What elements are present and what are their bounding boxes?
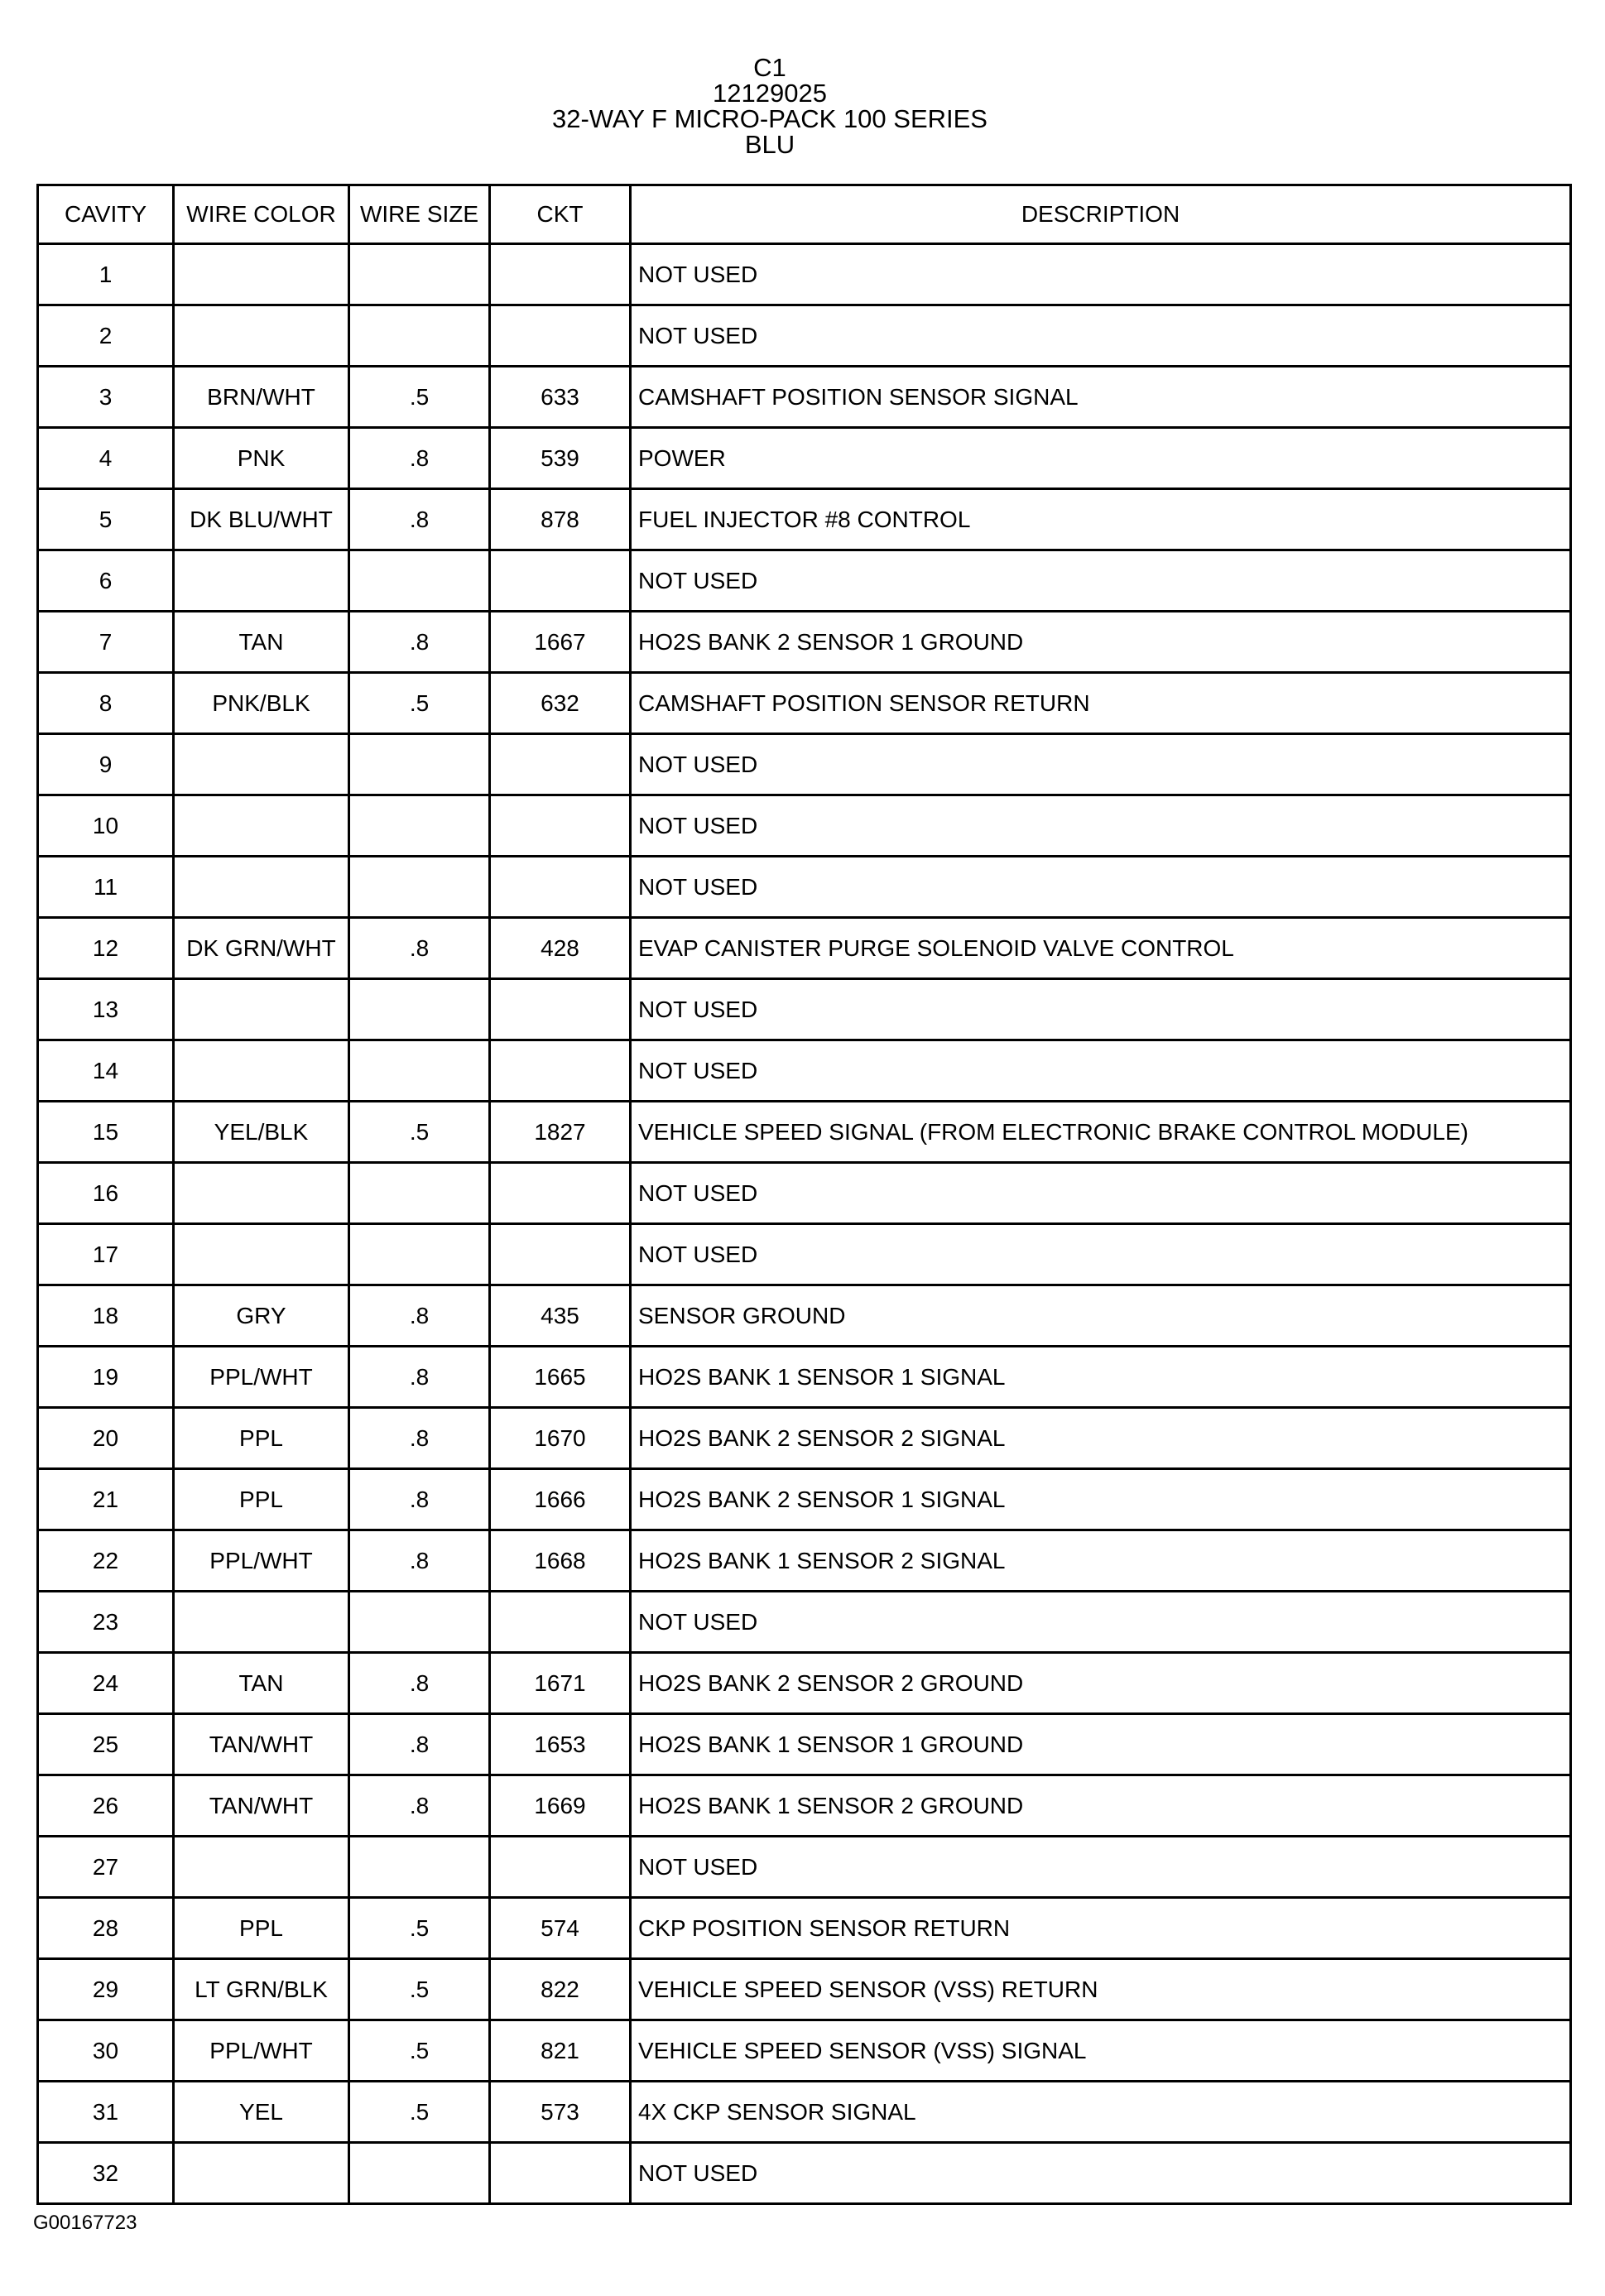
wire-color-cell: PPL [174,1469,349,1530]
wire-size-cell [349,795,490,857]
cavity-cell: 21 [38,1469,174,1530]
part-number: 12129025 [713,79,827,108]
table-row [38,1102,1571,1163]
connector-header [0,55,1540,157]
ckt-cell: 878 [490,489,631,550]
column-header-wire-color: WIRE COLOR [174,185,349,244]
pinout-table [36,184,1572,2205]
table-row [38,1040,1571,1102]
table-row [38,1837,1571,1898]
cavity-cell: 16 [38,1163,174,1224]
wire-size-cell: .8 [349,1530,490,1592]
table-row [38,1775,1571,1837]
description-cell: NOT USED [631,1224,1571,1285]
ckt-cell [490,857,631,918]
ckt-cell: 1827 [490,1102,631,1163]
wire-color-cell: PNK [174,428,349,489]
wire-size-cell: .5 [349,673,490,734]
wire-size-cell: .8 [349,918,490,979]
wire-color-cell [174,795,349,857]
ckt-cell [490,1163,631,1224]
wire-size-cell: .8 [349,428,490,489]
cavity-cell: 23 [38,1592,174,1653]
cavity-cell: 2 [38,305,174,367]
column-header-ckt: CKT [490,185,631,244]
description-cell: NOT USED [631,2143,1571,2204]
wire-size-cell: .8 [349,489,490,550]
wire-color-cell: PPL/WHT [174,2020,349,2082]
cavity-cell: 29 [38,1959,174,2020]
cavity-cell: 25 [38,1714,174,1775]
wire-color-cell: TAN/WHT [174,1775,349,1837]
cavity-cell: 18 [38,1285,174,1347]
cavity-cell: 20 [38,1408,174,1469]
wire-size-cell: .8 [349,1653,490,1714]
wire-size-cell: .5 [349,367,490,428]
ckt-cell: 1666 [490,1469,631,1530]
description-cell: NOT USED [631,1592,1571,1653]
cavity-cell: 10 [38,795,174,857]
description-cell: NOT USED [631,1163,1571,1224]
connector-id: C1 [753,53,786,82]
wire-size-cell [349,857,490,918]
cavity-cell: 11 [38,857,174,918]
table-row [38,1530,1571,1592]
cavity-cell: 14 [38,1040,174,1102]
description-cell: NOT USED [631,550,1571,612]
description-cell: FUEL INJECTOR #8 CONTROL [631,489,1571,550]
cavity-cell: 28 [38,1898,174,1959]
wire-color-cell: PNK/BLK [174,673,349,734]
cavity-cell: 9 [38,734,174,795]
description-cell: HO2S BANK 1 SENSOR 1 GROUND [631,1714,1571,1775]
table-row [38,1285,1571,1347]
ckt-cell: 435 [490,1285,631,1347]
wire-color-cell [174,734,349,795]
wire-size-cell [349,305,490,367]
ckt-cell [490,244,631,305]
table-row [38,2020,1571,2082]
description-cell: 4X CKP SENSOR SIGNAL [631,2082,1571,2143]
wire-size-cell: .5 [349,1102,490,1163]
wire-size-cell: .8 [349,1347,490,1408]
wire-color-cell: DK GRN/WHT [174,918,349,979]
wire-size-cell [349,734,490,795]
description-cell: HO2S BANK 2 SENSOR 2 SIGNAL [631,1408,1571,1469]
ckt-cell: 1667 [490,612,631,673]
table-row [38,489,1571,550]
wire-color-cell: BRN/WHT [174,367,349,428]
description-cell: VEHICLE SPEED SENSOR (VSS) SIGNAL [631,2020,1571,2082]
table-row [38,918,1571,979]
column-header-wire-size: WIRE SIZE [349,185,490,244]
ckt-cell [490,979,631,1040]
description-cell: CAMSHAFT POSITION SENSOR SIGNAL [631,367,1571,428]
wire-color-cell [174,305,349,367]
table-row [38,857,1571,918]
wire-size-cell [349,1224,490,1285]
cavity-cell: 8 [38,673,174,734]
table-row [38,979,1571,1040]
wire-size-cell: .5 [349,1959,490,2020]
wire-size-cell [349,2143,490,2204]
ckt-cell: 1670 [490,1408,631,1469]
cavity-cell: 1 [38,244,174,305]
wire-color-cell: PPL [174,1408,349,1469]
cavity-cell: 12 [38,918,174,979]
table-row [38,1714,1571,1775]
cavity-cell: 32 [38,2143,174,2204]
ckt-cell: 822 [490,1959,631,2020]
wire-size-cell: .8 [349,1285,490,1347]
wire-color-cell [174,2143,349,2204]
description-cell: HO2S BANK 2 SENSOR 2 GROUND [631,1653,1571,1714]
cavity-cell: 5 [38,489,174,550]
wire-color-cell [174,550,349,612]
figure-id: G00167723 [33,2212,137,2234]
wire-size-cell: .8 [349,1408,490,1469]
wire-color-cell [174,1592,349,1653]
description-cell: CKP POSITION SENSOR RETURN [631,1898,1571,1959]
description-cell: POWER [631,428,1571,489]
description-cell: NOT USED [631,979,1571,1040]
cavity-cell: 17 [38,1224,174,1285]
cavity-cell: 30 [38,2020,174,2082]
wire-size-cell [349,979,490,1040]
connector-color: BLU [744,130,795,159]
wire-size-cell [349,1163,490,1224]
wire-color-cell: DK BLU/WHT [174,489,349,550]
column-header-cavity: CAVITY [38,185,174,244]
table-row [38,1959,1571,2020]
ckt-cell [490,1592,631,1653]
wire-color-cell: TAN/WHT [174,1714,349,1775]
ckt-cell: 428 [490,918,631,979]
description-cell: HO2S BANK 1 SENSOR 1 SIGNAL [631,1347,1571,1408]
table-row [38,2143,1571,2204]
wire-size-cell: .8 [349,1775,490,1837]
cavity-cell: 31 [38,2082,174,2143]
ckt-cell [490,550,631,612]
cavity-cell: 24 [38,1653,174,1714]
ckt-cell [490,795,631,857]
wire-size-cell [349,244,490,305]
table-row [38,244,1571,305]
ckt-cell [490,1837,631,1898]
table-row [38,734,1571,795]
description-cell: NOT USED [631,244,1571,305]
wire-size-cell [349,1040,490,1102]
table-row [38,1224,1571,1285]
description-cell: VEHICLE SPEED SIGNAL (FROM ELECTRONIC BRAKE CONTROL MODULE) [631,1102,1571,1163]
table-row [38,428,1571,489]
ckt-cell: 821 [490,2020,631,2082]
wire-color-cell: GRY [174,1285,349,1347]
description-cell: NOT USED [631,1040,1571,1102]
wire-color-cell [174,1040,349,1102]
ckt-cell: 1665 [490,1347,631,1408]
cavity-cell: 22 [38,1530,174,1592]
table-row [38,1408,1571,1469]
ckt-cell: 574 [490,1898,631,1959]
cavity-cell: 3 [38,367,174,428]
table-body [38,244,1571,2204]
description-cell: NOT USED [631,1837,1571,1898]
ckt-cell: 1653 [490,1714,631,1775]
table-row [38,2082,1571,2143]
cavity-cell: 13 [38,979,174,1040]
wire-color-cell [174,857,349,918]
header-row [38,185,1571,244]
ckt-cell [490,734,631,795]
description-cell: NOT USED [631,857,1571,918]
ckt-cell: 1669 [490,1775,631,1837]
table-header [38,185,1571,244]
ckt-cell: 1668 [490,1530,631,1592]
connector-type: 32-WAY F MICRO-PACK 100 SERIES [552,104,988,133]
cavity-cell: 15 [38,1102,174,1163]
description-cell: NOT USED [631,795,1571,857]
table-row [38,1347,1571,1408]
table-row [38,305,1571,367]
cavity-cell: 26 [38,1775,174,1837]
wire-color-cell [174,1224,349,1285]
wire-color-cell: LT GRN/BLK [174,1959,349,2020]
ckt-cell: 632 [490,673,631,734]
ckt-cell [490,2143,631,2204]
wire-size-cell: .8 [349,612,490,673]
wire-size-cell [349,550,490,612]
table-row [38,1163,1571,1224]
ckt-cell: 539 [490,428,631,489]
table-row [38,1592,1571,1653]
table-row [38,612,1571,673]
wire-color-cell: PPL/WHT [174,1530,349,1592]
wire-size-cell: .5 [349,1898,490,1959]
description-cell: HO2S BANK 1 SENSOR 2 GROUND [631,1775,1571,1837]
wire-size-cell [349,1592,490,1653]
wire-color-cell: PPL [174,1898,349,1959]
wire-color-cell [174,1163,349,1224]
description-cell: NOT USED [631,305,1571,367]
wire-color-cell: YEL [174,2082,349,2143]
cavity-cell: 6 [38,550,174,612]
column-header-description: DESCRIPTION [631,185,1571,244]
wire-color-cell: TAN [174,1653,349,1714]
wire-size-cell: .5 [349,2020,490,2082]
ckt-cell: 633 [490,367,631,428]
cavity-cell: 7 [38,612,174,673]
wire-color-cell: YEL/BLK [174,1102,349,1163]
table-row [38,1469,1571,1530]
description-cell: EVAP CANISTER PURGE SOLENOID VALVE CONTROL [631,918,1571,979]
description-cell: HO2S BANK 2 SENSOR 1 SIGNAL [631,1469,1571,1530]
ckt-cell: 1671 [490,1653,631,1714]
ckt-cell: 573 [490,2082,631,2143]
ckt-cell [490,305,631,367]
wire-size-cell: .8 [349,1469,490,1530]
cavity-cell: 27 [38,1837,174,1898]
description-cell: CAMSHAFT POSITION SENSOR RETURN [631,673,1571,734]
table-row [38,367,1571,428]
description-cell: SENSOR GROUND [631,1285,1571,1347]
description-cell: HO2S BANK 1 SENSOR 2 SIGNAL [631,1530,1571,1592]
wire-color-cell: TAN [174,612,349,673]
description-cell: VEHICLE SPEED SENSOR (VSS) RETURN [631,1959,1571,2020]
ckt-cell [490,1224,631,1285]
description-cell: HO2S BANK 2 SENSOR 1 GROUND [631,612,1571,673]
table-row [38,1898,1571,1959]
wire-size-cell: .5 [349,2082,490,2143]
wire-color-cell: PPL/WHT [174,1347,349,1408]
wire-color-cell [174,979,349,1040]
table-row [38,1653,1571,1714]
cavity-cell: 19 [38,1347,174,1408]
wire-color-cell [174,1837,349,1898]
wire-size-cell [349,1837,490,1898]
cavity-cell: 4 [38,428,174,489]
ckt-cell [490,1040,631,1102]
table-row [38,673,1571,734]
table-row [38,550,1571,612]
wire-size-cell: .8 [349,1714,490,1775]
table-row [38,795,1571,857]
description-cell: NOT USED [631,734,1571,795]
wire-color-cell [174,244,349,305]
